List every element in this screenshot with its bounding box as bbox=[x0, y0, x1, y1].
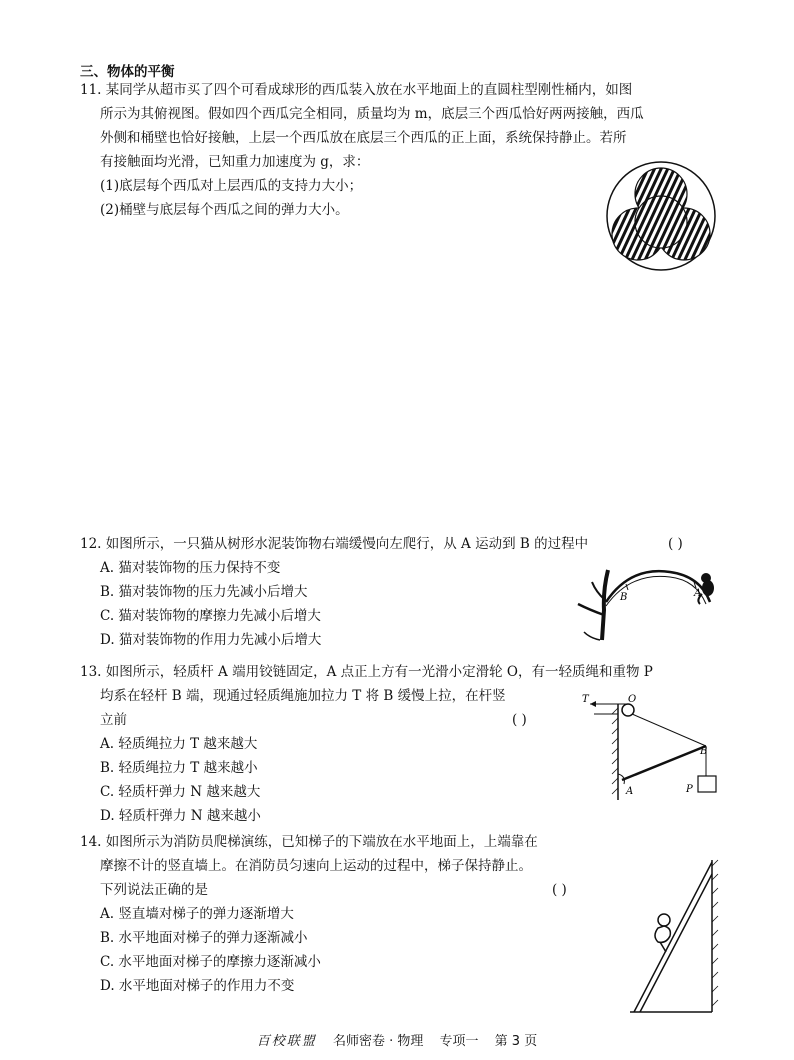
q11-sub-2: (2)桶壁与底层每个西瓜之间的弹力大小。 bbox=[100, 202, 349, 218]
question-14 bbox=[80, 830, 538, 998]
cat-decoration-figure bbox=[570, 560, 722, 642]
q13-option-a: A. 轻质绳拉力 T 越来越大 bbox=[100, 736, 258, 752]
q12-option-d: D. 猫对装饰物的作用力先减小后增大 bbox=[100, 632, 322, 648]
q13-answer-bracket[interactable]: ( ) bbox=[512, 712, 527, 728]
section-title: 三、物体的平衡 bbox=[80, 64, 175, 80]
q14-option-b: B. 水平地面对梯子的弹力逐渐减小 bbox=[100, 930, 308, 946]
pulley-rod-figure bbox=[578, 694, 724, 802]
q14-option-d: D. 水平地面对梯子的作用力不变 bbox=[100, 978, 295, 994]
q14-option-a: A. 竖直墙对梯子的弹力逐渐增大 bbox=[100, 906, 294, 922]
q13-line-2: 均系在轻杆 B 端，现通过轻质绳施加拉力 T 将 B 缓慢上拉，在杆竖 bbox=[100, 688, 506, 704]
page-footer bbox=[0, 1030, 794, 1049]
q12-option-a: A. 猫对装饰物的压力保持不变 bbox=[100, 560, 281, 576]
q12-answer-bracket[interactable]: ( ) bbox=[668, 536, 683, 552]
q11-line-2: 所示为其俯视图。假如四个西瓜完全相同，质量均为 m，底层三个西瓜恰好两两接触，西瓜 bbox=[100, 106, 644, 122]
watermelon-top bbox=[635, 196, 687, 248]
footer-topic: 专项一 bbox=[439, 1034, 479, 1049]
footer-title: 名师密卷 · 物理 bbox=[332, 1034, 424, 1049]
question-12 bbox=[80, 532, 588, 652]
q13-option-b: B. 轻质绳拉力 T 越来越小 bbox=[100, 760, 258, 776]
q14-line-1: 14. 如图所示为消防员爬梯演练，已知梯子的下端放在水平地面上，上端靠在 bbox=[80, 834, 538, 850]
q13-option-c: C. 轻质杆弹力 N 越来越大 bbox=[100, 784, 261, 800]
q13-label-p: P bbox=[686, 784, 693, 795]
q13-line-3: 立前 bbox=[100, 712, 127, 728]
q11-sub-1: (1)底层每个西瓜对上层西瓜的支持力大小； bbox=[100, 178, 363, 194]
q13-line-1: 13. 如图所示，轻质杆 A 端用铰链固定，A 点正上方有一光滑小定滑轮 O，有一轻质绳和重物 P bbox=[80, 664, 653, 680]
q13-option-d: D. 轻质杆弹力 N 越来越小 bbox=[100, 808, 261, 824]
watermelon-bucket-figure bbox=[604, 160, 718, 272]
q14-option-c: C. 水平地面对梯子的摩擦力逐渐减小 bbox=[100, 954, 321, 970]
footer-page-number: 第 3 页 bbox=[494, 1034, 538, 1049]
q11-line-4: 有接触面均光滑，已知重力加速度为 g，求： bbox=[100, 154, 370, 170]
q14-answer-bracket[interactable]: ( ) bbox=[552, 882, 567, 898]
question-11 bbox=[80, 78, 644, 222]
q14-line-3: 下列说法正确的是 bbox=[100, 882, 208, 898]
q14-line-2: 摩擦不计的竖直墙上。在消防员匀速向上运动的过程中，梯子保持静止。 bbox=[100, 858, 532, 874]
footer-brand-logo: 百校联盟 bbox=[256, 1034, 317, 1049]
q12-label-a: A bbox=[694, 588, 702, 599]
q12-option-c: C. 猫对装饰物的摩擦力先减小后增大 bbox=[100, 608, 321, 624]
q12-label-b: B bbox=[620, 592, 628, 603]
q11-line-1: 11. 某同学从超市买了四个可看成球形的西瓜装入放在水平地面上的直圆柱型刚性桶内，如图 bbox=[80, 82, 633, 98]
question-13 bbox=[80, 660, 653, 828]
q13-label-t: T bbox=[582, 694, 589, 705]
q12-option-b: B. 猫对装饰物的压力先减小后增大 bbox=[100, 584, 308, 600]
q13-label-o: O bbox=[628, 694, 637, 705]
q11-line-3: 外侧和桶壁也恰好接触，上层一个西瓜放在底层三个西瓜的正上面，系统保持静止。若所 bbox=[100, 130, 627, 146]
q13-label-a: A bbox=[626, 786, 634, 797]
q12-stem: 12. 如图所示，一只猫从树形水泥装饰物右端缓慢向左爬行，从 A 运动到 B 的过程中 bbox=[80, 536, 589, 552]
q13-label-b: B bbox=[700, 746, 708, 757]
ladder-wall-figure bbox=[626, 856, 726, 1016]
